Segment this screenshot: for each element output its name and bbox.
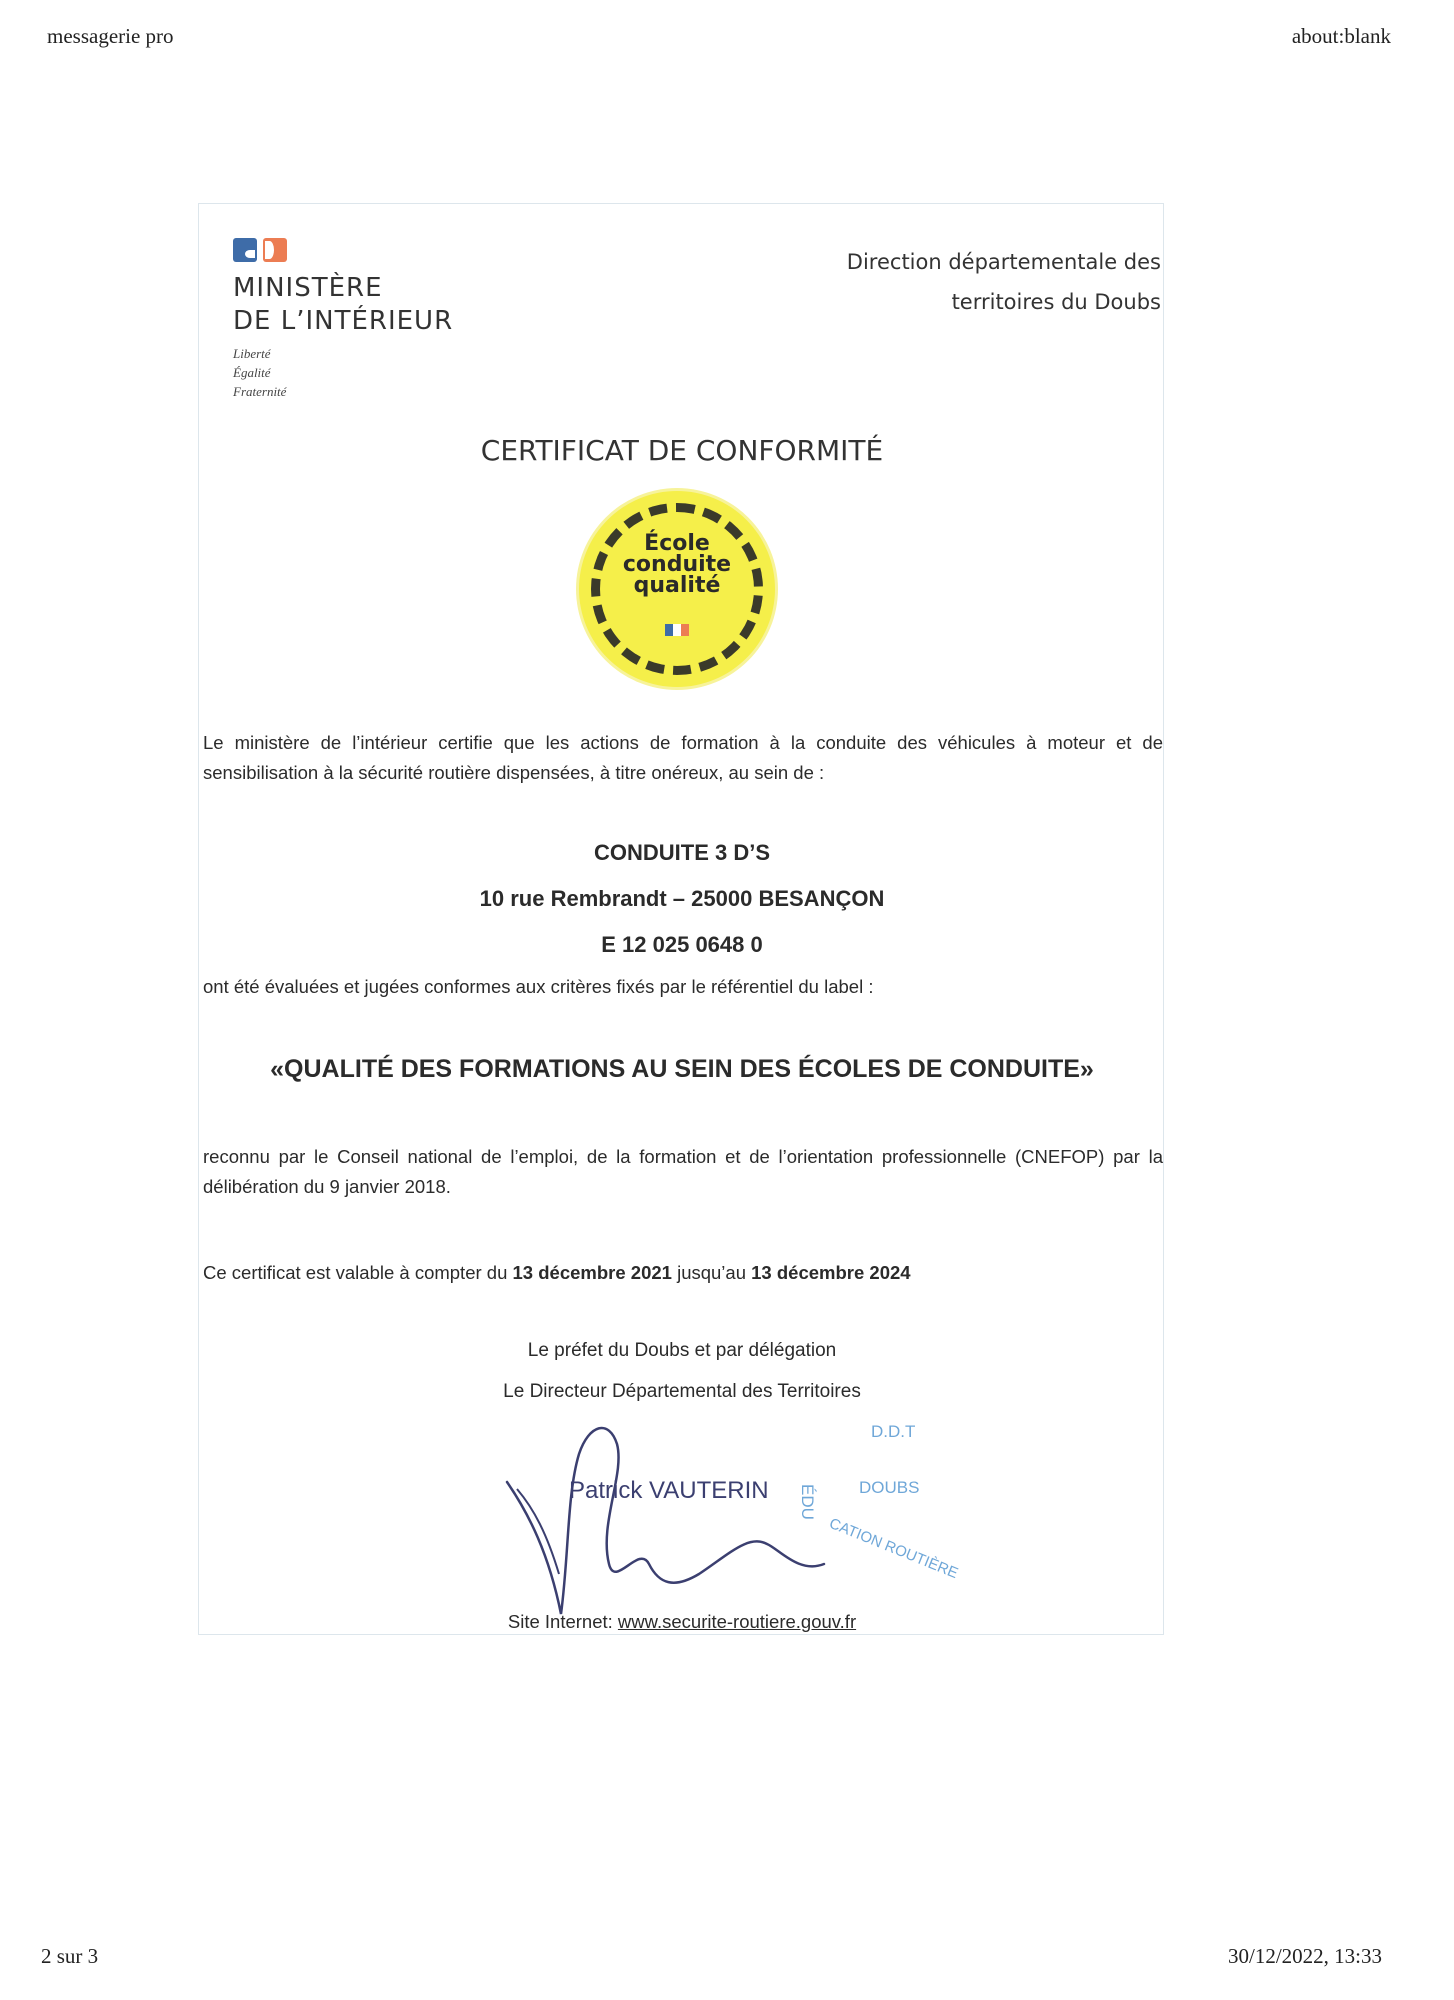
print-footer (0, 1944, 1454, 1974)
issuing-direction (741, 242, 1161, 322)
page-counter: 2 sur 3 (41, 1944, 99, 1968)
validity-start-date: 13 décembre 2021 (512, 1262, 672, 1283)
ministry-name-line2: DE L’INTÉRIEUR (233, 306, 454, 336)
flag-blue-icon (233, 238, 257, 262)
stamp-bottom-arc: CATION ROUTIÈRE (826, 1514, 961, 1583)
validity-statement (203, 1258, 1163, 1288)
official-stamp (797, 1422, 961, 1592)
badge-flag-icon (665, 624, 689, 636)
school-name: CONDUITE 3 D’S (593, 840, 771, 865)
motto-egalite: Égalité (233, 365, 271, 380)
badge-line3: qualité (633, 573, 721, 598)
prefect-line2: Le Directeur Départemental des Territoires (503, 1381, 861, 1402)
signatory-name: Patrick VAUTERIN (569, 1477, 769, 1504)
marianne-logo-icon (233, 238, 493, 262)
evaluation-paragraph: ont été évaluées et jugées conformes aux critères fixés par le référentiel du label : (203, 976, 874, 997)
stamp-top: D.D.T (871, 1422, 916, 1441)
website-line (199, 1611, 1165, 1633)
ministry-logo (233, 238, 493, 401)
website-label: Site Internet: (507, 1611, 613, 1632)
certification-paragraph: Le ministère de l’intérieur certifie que les actions de formation à la conduite des véhicules à moteur et de sensibilisation à la sécurité routière dispensées, à titre onéreux, au sein de : (203, 732, 1163, 783)
motto-liberte: Liberté (233, 346, 271, 361)
label-name: «QUALITÉ DES FORMATIONS AU SEIN DES ÉCOLES DE CONDUITE» (270, 1055, 1094, 1083)
print-timestamp: 30/12/2022, 13:33 (1227, 1944, 1382, 1968)
school-address: 10 rue Rembrandt – 25000 BESANÇON (479, 886, 885, 911)
direction-line2: territoires du Doubs (951, 290, 1161, 314)
website-link[interactable]: www.securite-routiere.gouv.fr (617, 1611, 857, 1632)
print-header (0, 24, 1454, 54)
handwritten-signature-icon (499, 1414, 829, 1619)
quality-label-badge (579, 491, 775, 687)
validity-end-date: 13 décembre 2024 (751, 1262, 911, 1283)
flag-red-icon (263, 238, 287, 262)
ministry-name-line1: MINISTÈRE (233, 273, 383, 303)
print-header-title: messagerie pro (47, 24, 174, 48)
print-header-url: about:blank (1291, 24, 1391, 48)
direction-line1: Direction départementale des (846, 250, 1161, 274)
prefect-line1: Le préfet du Doubs et par délégation (527, 1340, 837, 1361)
validity-prefix: Ce certificat est valable à compter du (203, 1262, 508, 1283)
stamp-left-arc: ÉDU (797, 1484, 817, 1520)
school-approval-number: E 12 025 0648 0 (601, 932, 763, 957)
badge-text (579, 533, 775, 596)
republic-motto (233, 344, 493, 401)
recognition-paragraph: reconnu par le Conseil national de l’emploi, de la formation et de l’orientation professionnelle (CNEFOP) par la délibération du 9 janvier 2018. (203, 1146, 1163, 1197)
badge-line2: conduite (622, 552, 732, 577)
stamp-middle: DOUBS (859, 1478, 920, 1497)
badge-line1: École (644, 531, 710, 556)
certificate-title: CERTIFICAT DE CONFORMITÉ (480, 434, 884, 467)
motto-fraternite: Fraternité (233, 384, 287, 399)
validity-middle: jusqu’au (677, 1262, 746, 1283)
certificate (198, 203, 1164, 1635)
